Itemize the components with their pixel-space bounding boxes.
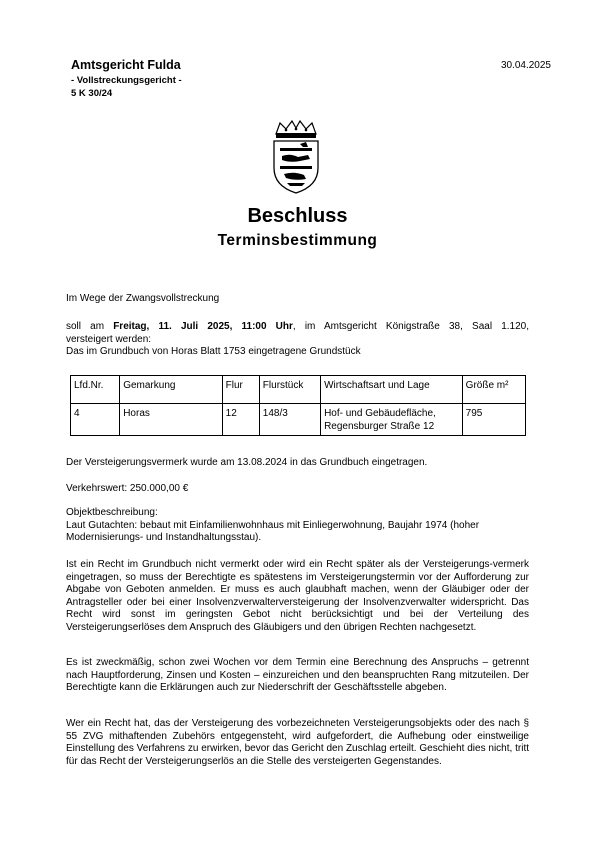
paragraph-opposing-rights: Wer ein Recht hat, das der Versteigerung des vorbezeichneten Versteigerungsobjekts oder des nach § 55 ZVG mithaftenden Zubehörs entgegensteht, wird aufgefordert, die Aufhebung oder einstweilige Einstellung des Verfahrens zu erwirken, bevor das Gericht den Zuschlag erteilt. Geschieht dies nicht, tritt für das Recht der Versteigerungserlös an die Stelle des versteigerten Gegenstandes. [66,718,529,767]
cell-wirtschaftsart: Hof- und Gebäudefläche, Regensburger Straße 12 [321,404,463,436]
cell-groesse: 795 [462,404,525,436]
table-row [71,404,526,436]
schedule-block [66,321,529,359]
parcel-table [70,375,526,436]
object-label: Objektbeschreibung: [66,507,158,518]
object-description [66,507,529,545]
schedule-line1 [66,321,529,334]
schedule-line2: versteigert werden: [66,333,152,345]
header-groesse: Größe m² [462,376,525,404]
header-flur: Flur [222,376,259,404]
court-name: Amtsgericht Fulda [71,58,181,72]
table-header-row [71,376,526,404]
department-label: - Vollstreckungsgericht - [71,75,182,86]
cell-lfd-nr: 4 [71,404,120,436]
paragraph-rights-registration: Ist ein Recht im Grundbuch nicht vermerkt oder wird ein Recht später als der Versteigerungs-vermerk eingetragen, so muss der Berechtigte es spätestens im Versteigerungstermin vor der Aufforderung zur Abgabe von Geboten anmelden. Er muss es auch glaubhaft machen, wenn der Gläubiger oder der Antragsteller oder bei einer Insolvenzverwalterversteigerung der Insolvenzverwalter widerspricht. Das Recht wird sonst im geringsten Gebot nicht berücksichtigt und bei der Verteilung des Versteigerungserlöses dem Anspruch des Gläubigers und den übrigen Rechten nachgesetzt. [66,559,529,633]
schedule-line3: Das im Grundbuch von Horas Blatt 1753 eingetragene Grundstück [66,346,361,358]
document-subtitle: Terminsbestimmung [217,232,378,249]
market-value: Verkehrswert: 250.000,00 € [66,483,189,494]
case-number: 5 K 30/24 [71,88,113,99]
intro-text: Im Wege der Zwangsvollstreckung [66,293,220,304]
cell-gemarkung: Horas [120,404,222,436]
paragraph-claim-calculation: Es ist zweckmäßig, schon zwei Wochen vor dem Termin eine Berechnung des Anspruchs – getrennt nach Hauptforderung, Zinsen und Kosten – einzureichen und den beanspruchten Rang mitzuteilen. Der Berechtigte kann die Erklärungen auch zur Niederschrift der Geschäftsstelle abgeben. [66,657,529,694]
header-flurstueck: Flurstück [259,376,320,404]
schedule-suffix: , im Amtsgericht Königstraße 38, Saal 1.120, [292,321,529,332]
document-title: Beschluss [247,205,348,227]
cell-flurstueck: 148/3 [259,404,320,436]
header-lfd-nr: Lfd.Nr. [71,376,120,404]
court-department [71,74,182,100]
hesse-coat-of-arms [270,120,322,194]
schedule-prefix: soll am [66,321,114,332]
header-wirtschaftsart: Wirtschaftsart und Lage [321,376,463,404]
cell-flur: 12 [222,404,259,436]
document-date: 30.04.2025 [500,60,551,71]
registration-note: Der Versteigerungsvermerk wurde am 13.08.2024 in das Grundbuch eingetragen. [66,457,428,468]
object-text: Laut Gutachten: bebaut mit Einfamilienwohnhaus mit Einliegerwohnung, Baujahr 1974 (hoher Modernisierungs- und Instandhaltungsstau). [66,519,480,544]
header-gemarkung: Gemarkung [120,376,222,404]
auction-datetime: Freitag, 11. Juli 2025, 11:00 Uhr [113,321,293,332]
